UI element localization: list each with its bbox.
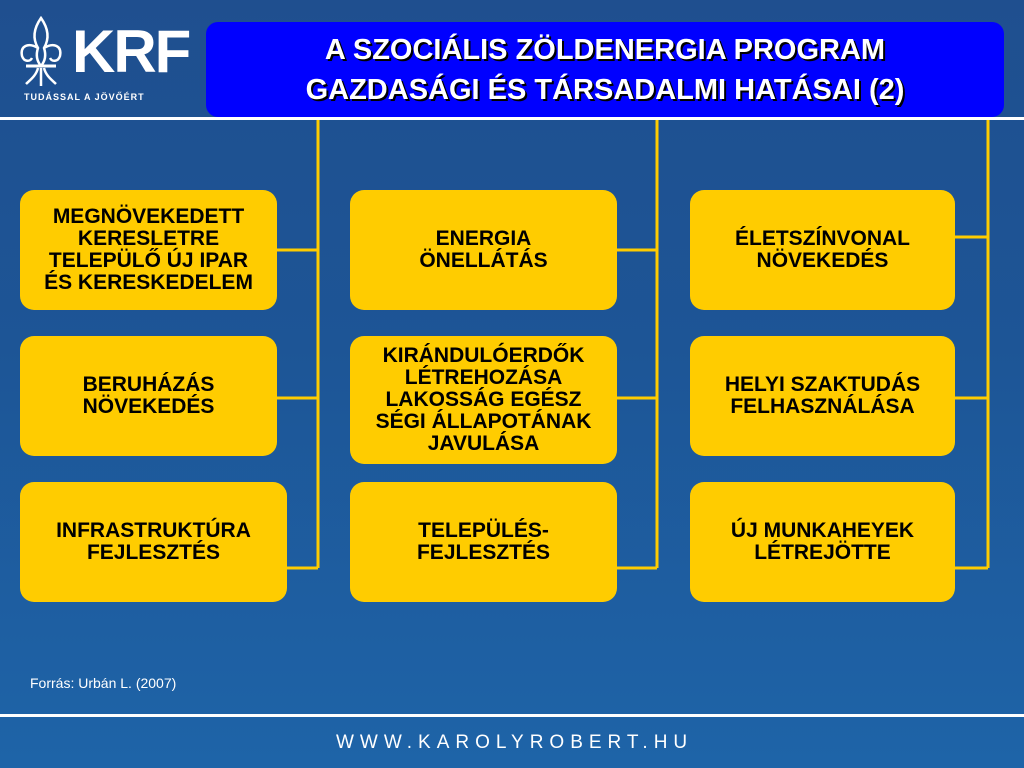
top-divider [0, 117, 1024, 120]
box-col2-row2-label: KIRÁNDULÓERDŐK LÉTREHOZÁSA LAKOSSÁG EGÉSZ SÉGI ÁLLAPOTÁNAK JAVULÁSA [375, 344, 592, 455]
box-col3-row1 [690, 190, 955, 310]
box-col2-row2 [350, 336, 617, 464]
box-col3-row3 [690, 482, 955, 602]
box-col1-row2 [20, 336, 277, 456]
box-col2-row3 [350, 482, 617, 602]
box-col2-row1 [350, 190, 617, 310]
box-col3-row2 [690, 336, 955, 456]
box-col1-row3-label: INFRASTRUKTÚRA FEJLESZTÉS [56, 519, 251, 564]
krf-logo [16, 12, 190, 107]
box-col3-row1-label: ÉLETSZÍNVONAL NÖVEKEDÉS [734, 227, 910, 272]
box-col3-row2-label: HELYI SZAKTUDÁS FELHASZNÁLÁSA [724, 373, 921, 418]
box-col1-row2-label: BERUHÁZÁS NÖVEKEDÉS [82, 373, 215, 418]
box-col2-row3-label: TELEPÜLÉS- FEJLESZTÉS [416, 519, 551, 564]
title-box [206, 22, 1004, 117]
box-col1-row3 [20, 482, 287, 602]
title-line-1: A SZOCIÁLIS ZÖLDENERGIA PROGRAM [324, 33, 886, 66]
bottom-divider [0, 714, 1024, 717]
fleur-de-lis-icon [16, 14, 66, 94]
box-col3-row3-label: ÚJ MUNKAHEYEK LÉTREJÖTTE [730, 519, 915, 564]
source-citation: Forrás: Urbán L. (2007) [30, 675, 177, 691]
box-col1-row1-label: MEGNÖVEKEDETT KERESLETRE TELEPÜLŐ ÚJ IPAR ÉS KERESKEDELEM [44, 205, 253, 294]
logo-tagline: TUDÁSSAL A JÖVŐÉRT [24, 92, 145, 102]
website-url: WWW.KAROLYROBERT.HU [336, 732, 694, 753]
box-col2-row1-label: ENERGIA ÖNELLÁTÁS [419, 227, 548, 272]
box-col1-row1 [20, 190, 277, 310]
logo-text: KRF [72, 18, 190, 85]
title-line-2: GAZDASÁGI ÉS TÁRSADALMI HATÁSAI (2) [305, 73, 905, 106]
